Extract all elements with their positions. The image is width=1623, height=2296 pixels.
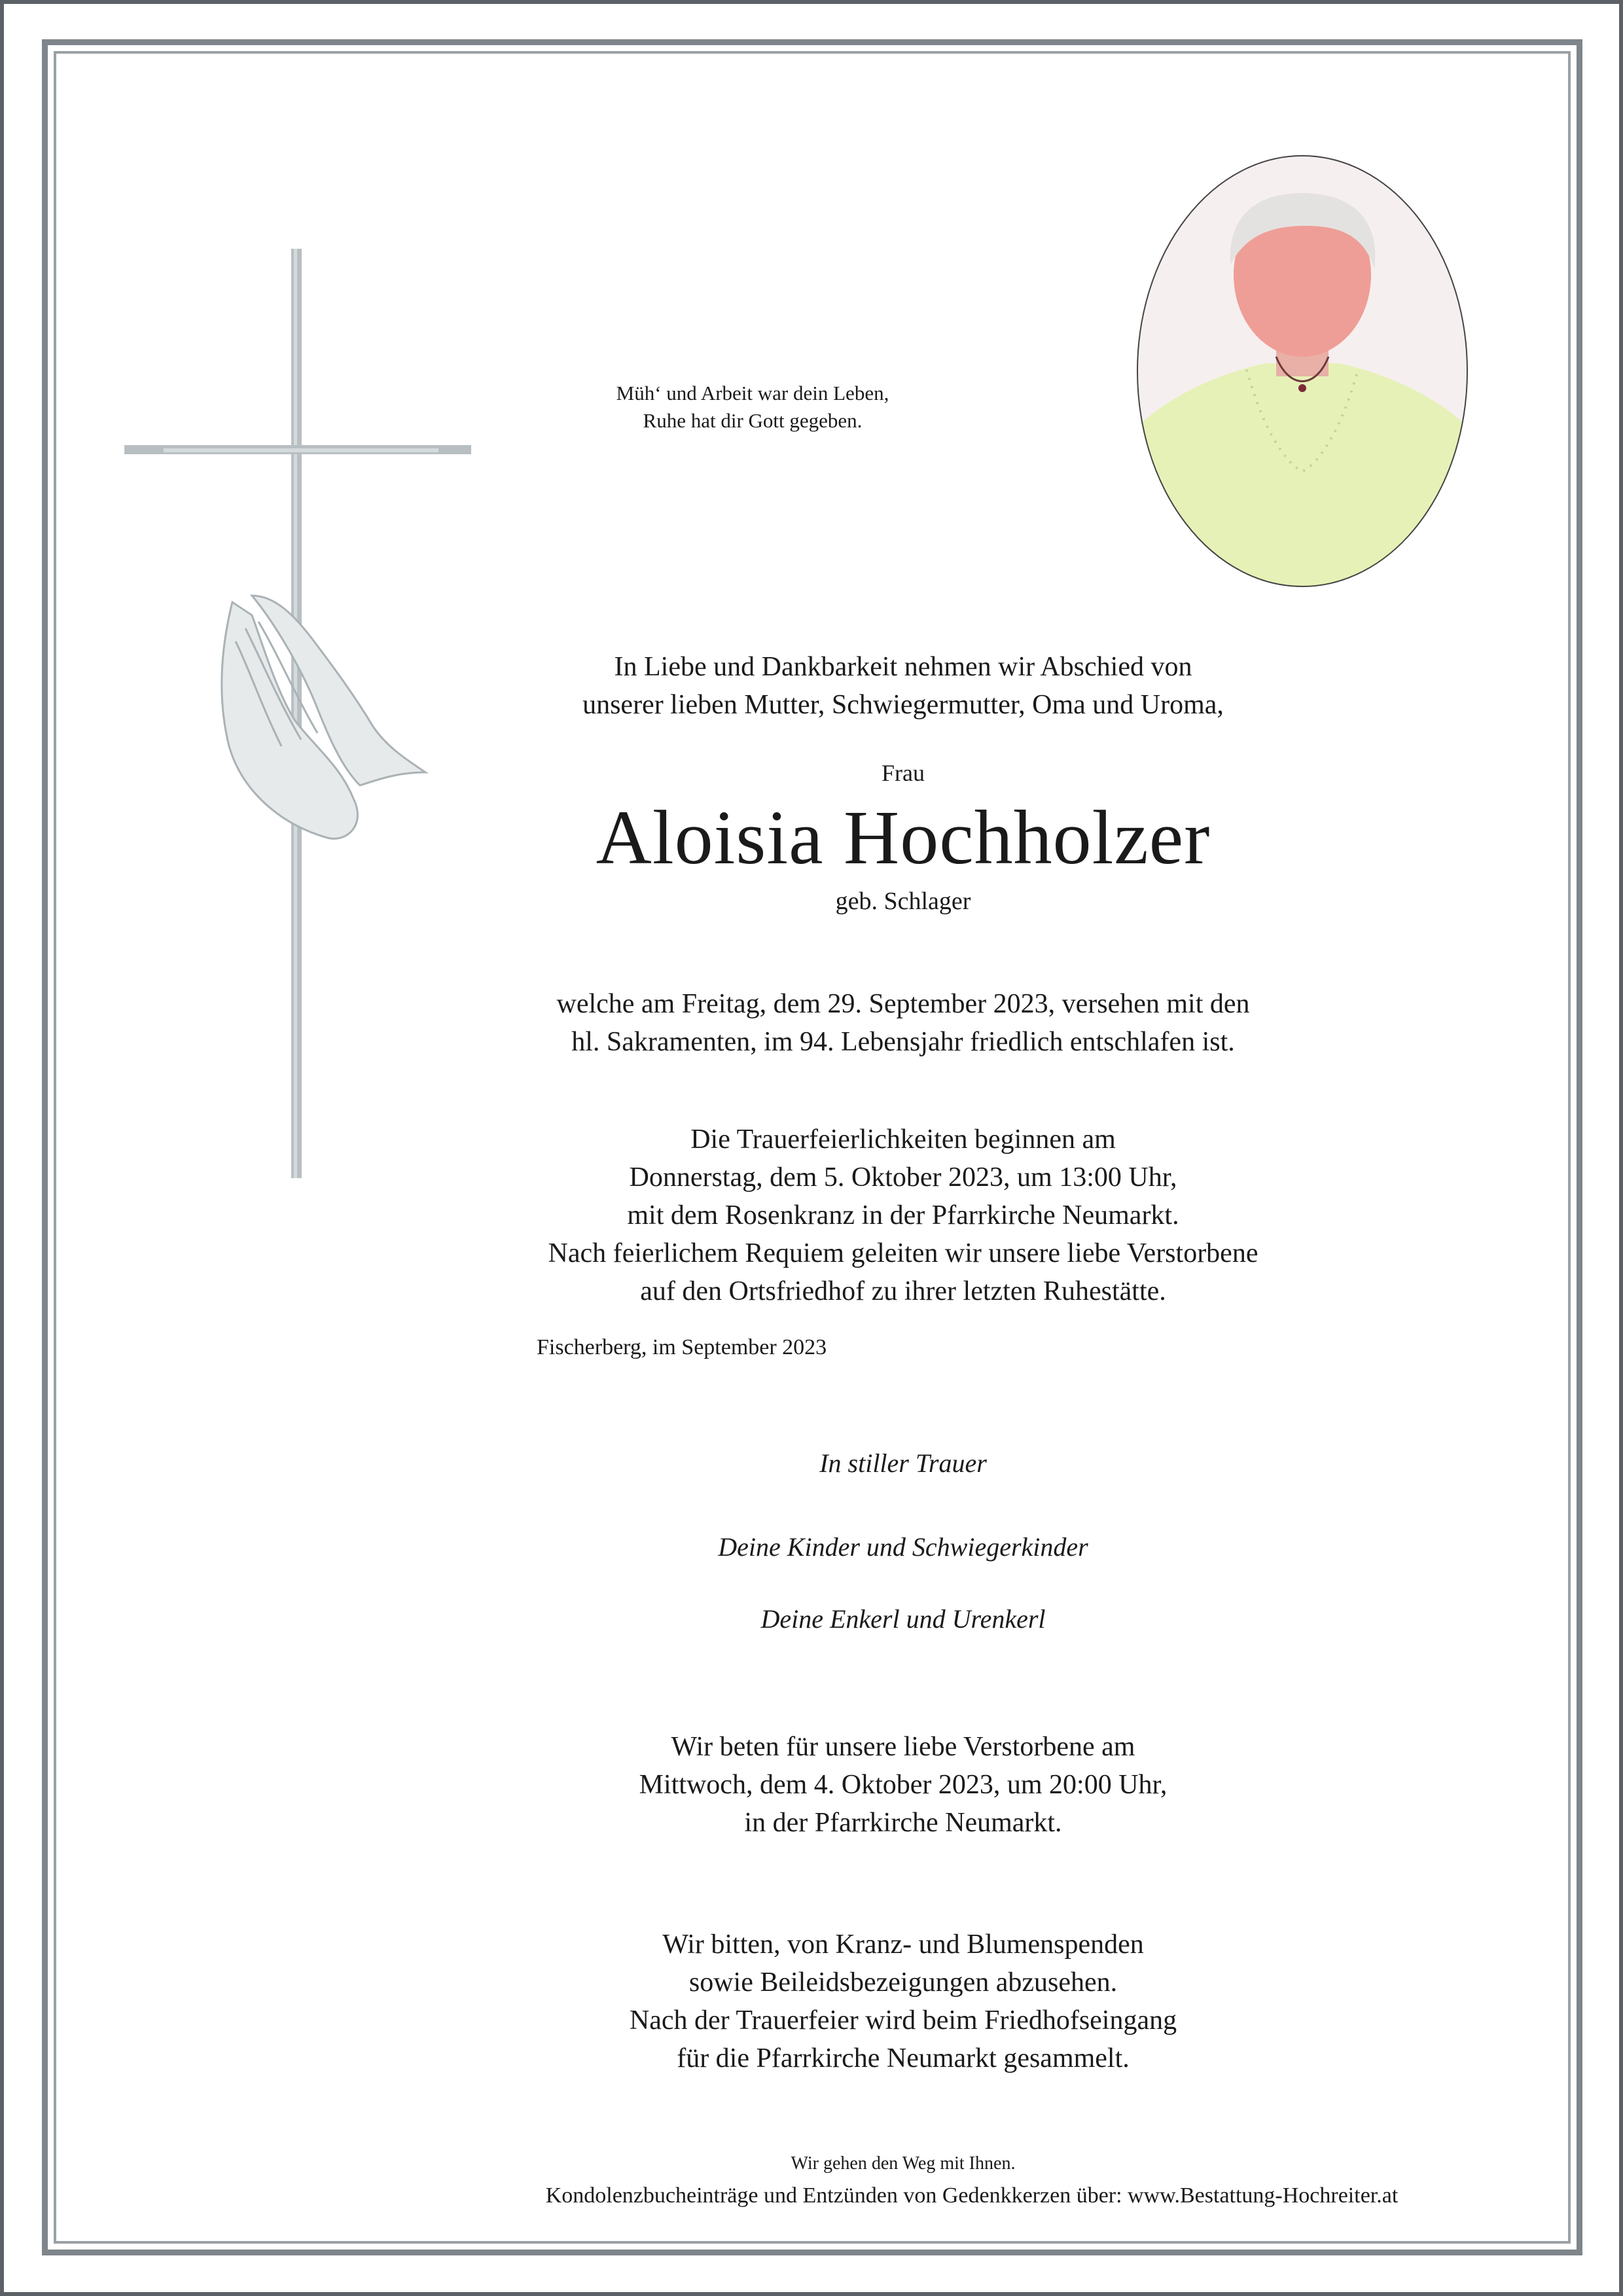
deceased-name: Aloisia Hochholzer bbox=[596, 795, 1211, 880]
request-line: für die Pfarrkirche Neumarkt gesammelt. bbox=[677, 2043, 1130, 2073]
salutation: Frau bbox=[882, 760, 925, 786]
funeral-line: Nach feierlichem Requiem geleiten wir unsere liebe Verstorbene bbox=[548, 1238, 1258, 1268]
place-date: Fischerberg, im September 2023 bbox=[537, 1335, 827, 1359]
request-line: Nach der Trauerfeier wird beim Friedhofseingang bbox=[629, 2005, 1177, 2036]
prayer-line: in der Pfarrkirche Neumarkt. bbox=[744, 1808, 1062, 1838]
funeral-line: Die Trauerfeierlichkeiten beginnen am bbox=[690, 1124, 1116, 1155]
request-line: Wir bitten, von Kranz- und Blumenspenden bbox=[662, 1929, 1144, 1960]
prayer-line: Mittwoch, dem 4. Oktober 2023, um 20:00 Uhr, bbox=[639, 1770, 1168, 1800]
maiden-name: geb. Schlager bbox=[835, 888, 971, 915]
poem bbox=[510, 380, 995, 435]
funeral-line: mit dem Rosenkranz in der Pfarrkirche Neumarkt. bbox=[627, 1200, 1179, 1230]
portrait-photo bbox=[1135, 154, 1469, 589]
mourners-grandchildren: Deine Enkerl und Urenkerl bbox=[760, 1604, 1046, 1634]
death-notice bbox=[419, 985, 1387, 1061]
prayer-notice bbox=[419, 1728, 1387, 1842]
footer-website: Kondolenzbucheinträge und Entzünden von Gedenkkerzen über: www.Bestattung-Hochreiter.at bbox=[545, 2183, 1399, 2208]
praying-hands-icon bbox=[222, 596, 425, 838]
death-notice-line: hl. Sakramenten, im 94. Lebensjahr friedlich entschlafen ist. bbox=[571, 1027, 1235, 1057]
poem-line: Müh‘ und Arbeit war dein Leben, bbox=[616, 382, 889, 404]
donation-request bbox=[419, 1926, 1387, 2077]
prayer-line: Wir beten für unsere liebe Verstorbene am bbox=[671, 1732, 1135, 1762]
footer-slogan: Wir gehen den Weg mit Ihnen. bbox=[791, 2153, 1016, 2174]
mourning-heading: In stiller Trauer bbox=[819, 1448, 987, 1478]
funeral-details bbox=[419, 1121, 1387, 1310]
request-line: sowie Beileidsbezeigungen abzusehen. bbox=[688, 1967, 1118, 1998]
intro-line: In Liebe und Dankbarkeit nehmen wir Abschied von bbox=[614, 652, 1192, 682]
funeral-line: auf den Ortsfriedhof zu ihrer letzten Ruhestätte. bbox=[640, 1276, 1166, 1306]
poem-line: Ruhe hat dir Gott gegeben. bbox=[643, 409, 863, 432]
intro-line: unserer lieben Mutter, Schwiegermutter, Oma und Uroma, bbox=[582, 690, 1224, 720]
death-notice-line: welche am Freitag, dem 29. September 2023, versehen mit den bbox=[556, 989, 1250, 1019]
intro-text bbox=[419, 648, 1387, 724]
funeral-line: Donnerstag, dem 5. Oktober 2023, um 13:00 Uhr, bbox=[629, 1162, 1177, 1193]
mourners-children: Deine Kinder und Schwiegerkinder bbox=[718, 1532, 1088, 1562]
